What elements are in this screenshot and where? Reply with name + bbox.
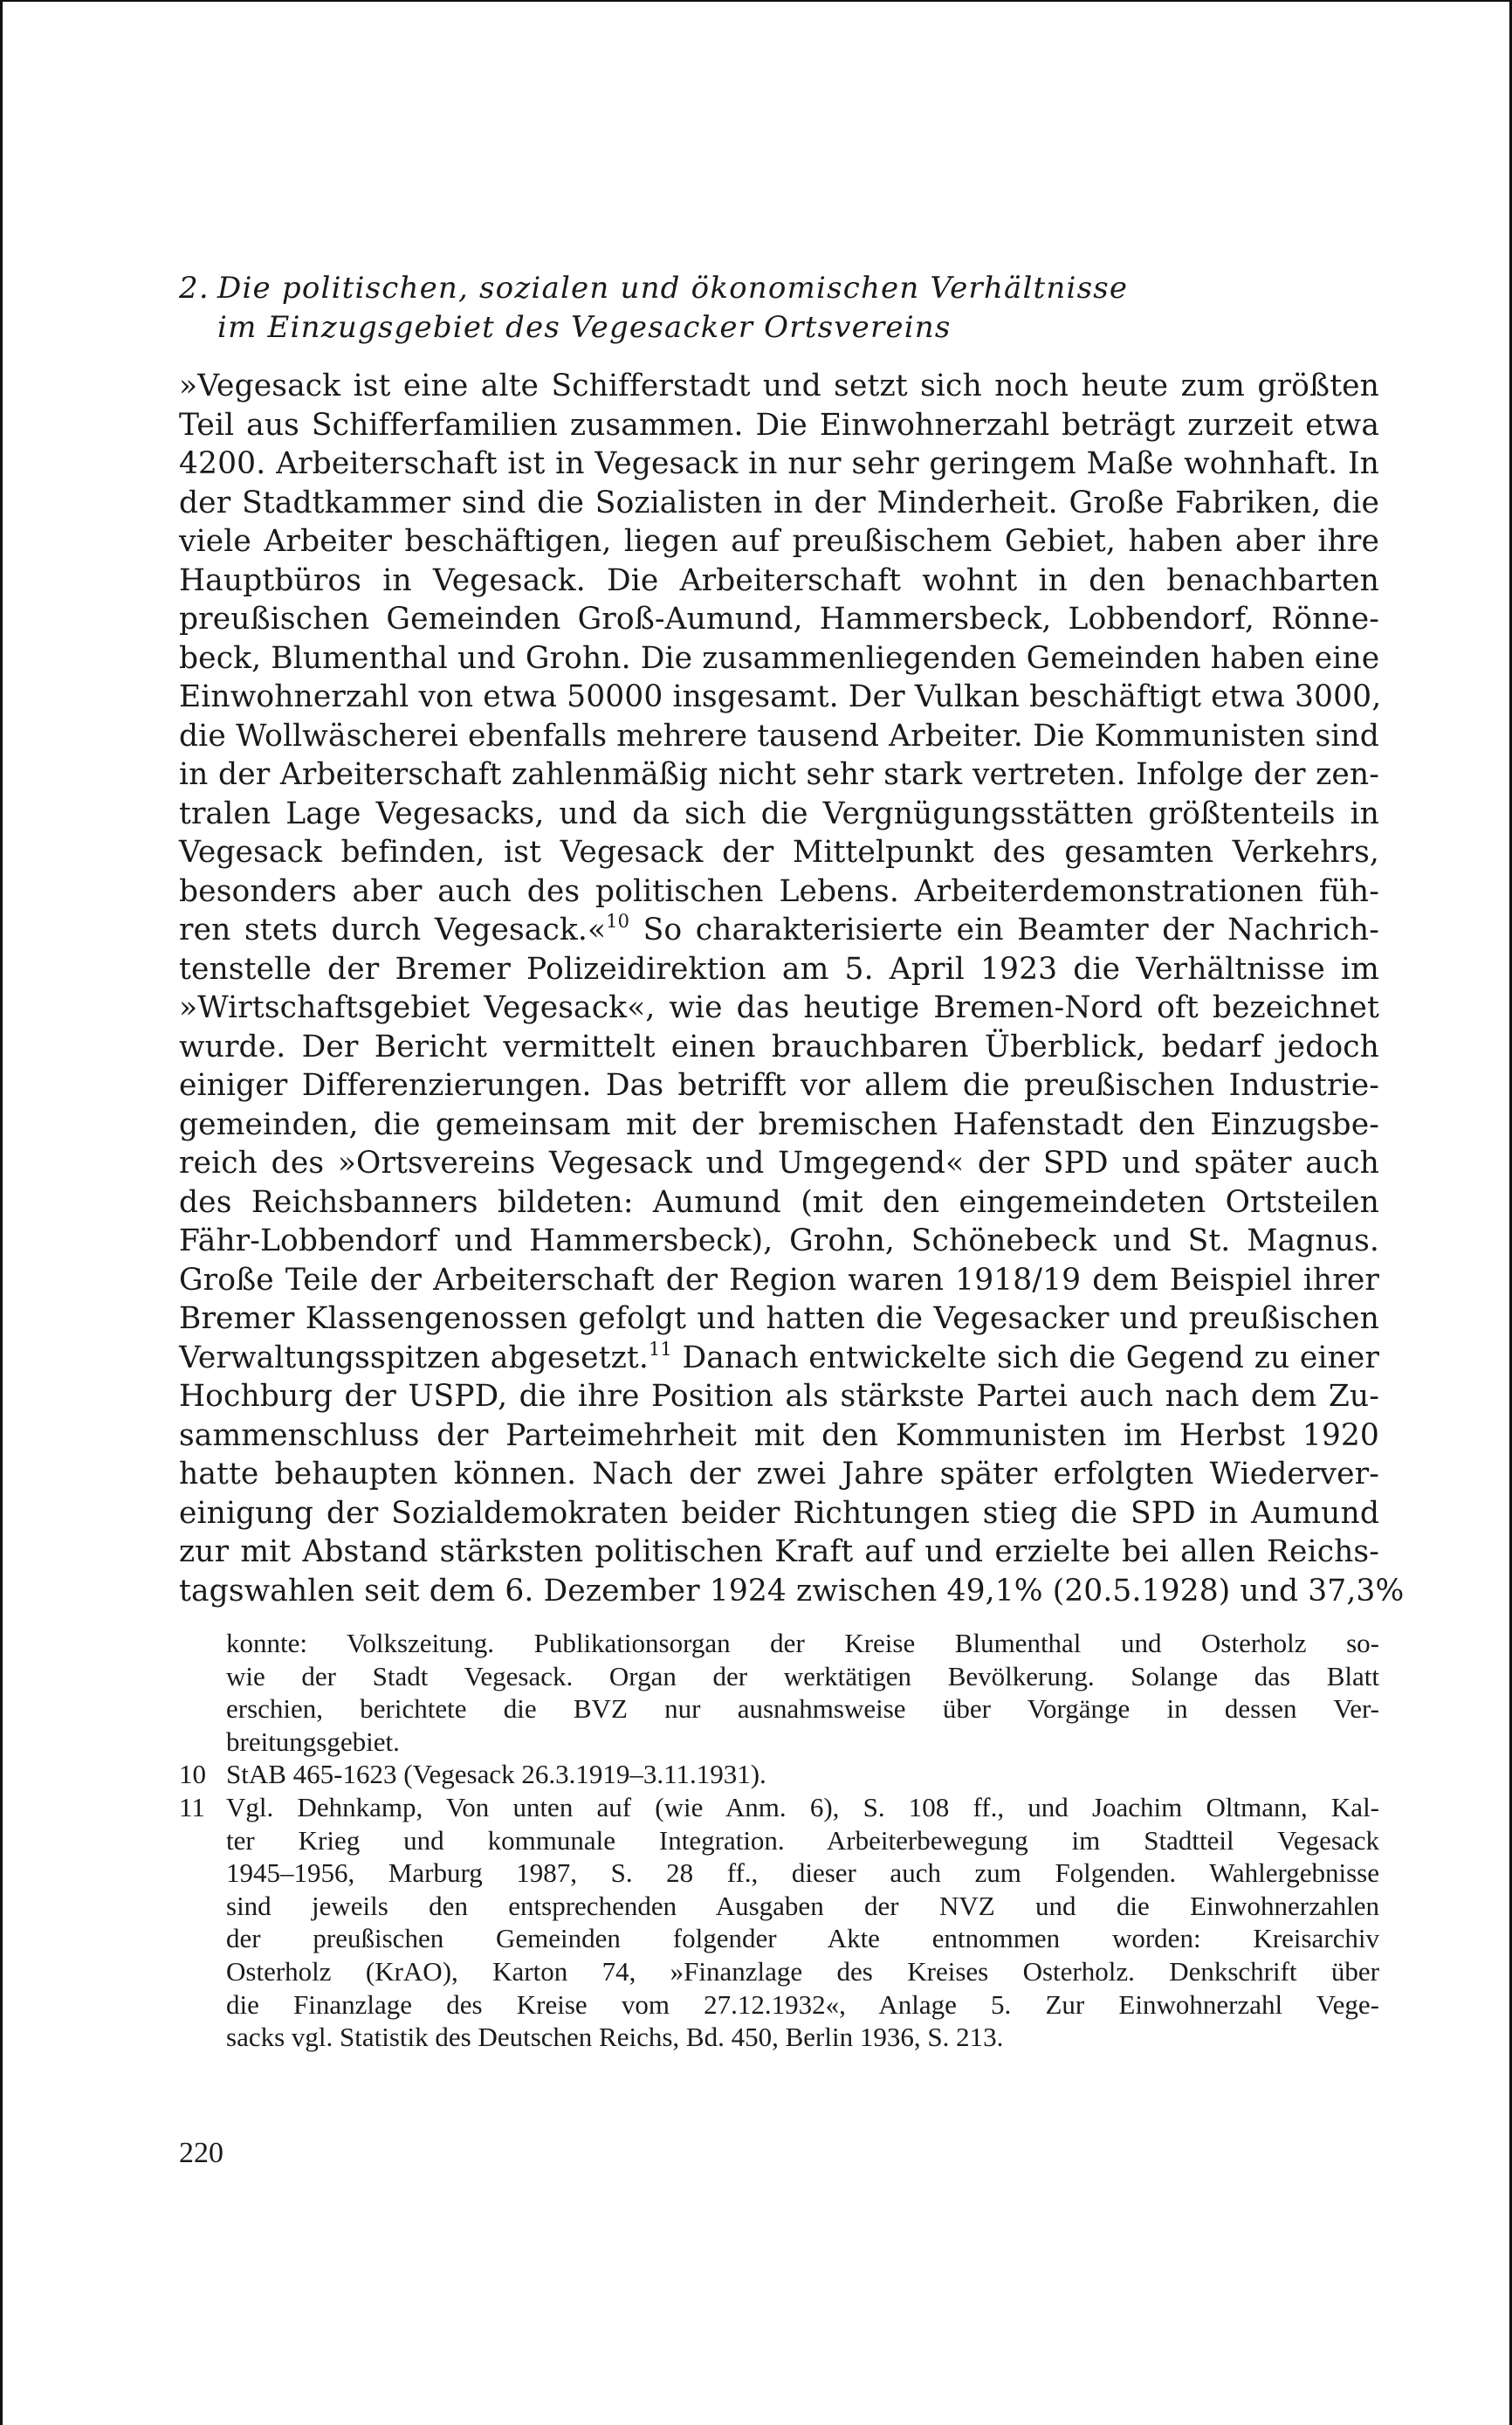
body-line: Vegesack befinden, ist Vegesack der Mittelpunkt des gesamten Verkehrs, xyxy=(179,835,1379,870)
body-line: hatte behaupten können. Nach der zwei Jahre später erfolgten Wiederver- xyxy=(179,1457,1379,1492)
body-line: Fähr-Lobbendorf und Hammersbeck), Grohn, Schönebeck und St. Magnus. xyxy=(179,1223,1379,1258)
body-line: Teil aus Schifferfamilien zusammen. Die Einwohnerzahl beträgt zurzeit etwa xyxy=(179,407,1379,443)
body-line: tenstelle der Bremer Polizeidirektion am 5. April 1923 die Verhältnisse im xyxy=(179,951,1379,987)
footnote-11-line: sacks vgl. Statistik des Deutschen Reichs, Bd. 450, Berlin 1936, S. 213. xyxy=(226,2022,1004,2053)
page-edge-left xyxy=(0,0,3,2425)
body-line: beck, Blumenthal und Grohn. Die zusammenliegenden Gemeinden haben eine xyxy=(179,640,1380,676)
footnote-number-11: 11 xyxy=(179,1791,205,1822)
body-line: in der Arbeiterschaft zahlenmäßig nicht sehr stark vertreten. Infolge der zen- xyxy=(179,757,1379,792)
footnote-11-line: ter Krieg und kommunale Integration. Arbeiterbewegung im Stadtteil Vegesack xyxy=(226,1824,1379,1856)
body-line-segment: ren stets durch Vegesack.« xyxy=(179,913,607,947)
body-line: »Wirtschaftsgebiet Vegesack«, wie das heutige Bremen-Nord oft bezeichnet xyxy=(179,990,1379,1025)
footnote-11-line: 1945–1956, Marburg 1987, S. 28 ff., dieser auch zum Folgenden. Wahlergebnisse xyxy=(226,1857,1379,1889)
section-number: 2. xyxy=(179,271,210,306)
body-line: einiger Differenzierungen. Das betrifft vor allem die preußischen Industrie- xyxy=(179,1068,1379,1103)
body-line: viele Arbeiter beschäftigen, liegen auf preußischem Gebiet, haben aber ihre xyxy=(179,524,1379,559)
body-line: Bremer Klassengenossen gefolgt und hatten die Vegesacker und preußischen xyxy=(179,1301,1379,1336)
footnote-11-line: Osterholz (KrAO), Karton 74, »Finanzlage des Kreises Osterholz. Denkschrift über xyxy=(226,1955,1379,1987)
footnote-11-line: Vgl. Dehnkamp, Von unten auf (wie Anm. 6), S. 108 ff., und Joachim Oltmann, Kal- xyxy=(226,1791,1379,1822)
body-line: wurde. Der Bericht vermittelt einen brauchbaren Überblick, bedarf jedoch xyxy=(179,1029,1379,1064)
page-number: 220 xyxy=(179,2137,223,2169)
body-line-segment: Danach entwickelte sich die Gegend zu einer xyxy=(671,1340,1379,1375)
page-edge-top xyxy=(0,0,1512,2)
footnote-continuation-line: erschien, berichtete die BVZ nur ausnahmsweise über Vorgänge in dessen Ver- xyxy=(226,1693,1379,1725)
footnotes xyxy=(179,1627,1379,2054)
body-line: die Wollwäscherei ebenfalls mehrere tausend Arbeiter. Die Kommunisten sind xyxy=(179,718,1379,754)
footnote-ref-10[interactable]: 10 xyxy=(606,911,630,932)
body-line-with-footnote-11 xyxy=(179,1339,1379,1378)
body-line-segment: So charakterisierte ein Beamter der Nachrich- xyxy=(629,913,1379,947)
section-heading-line-1: Die politischen, sozialen und ökonomischen Verhältnisse xyxy=(217,271,1129,306)
footnote-continuation-line: konnte: Volkszeitung. Publikationsorgan der Kreise Blumenthal und Osterholz so- xyxy=(226,1628,1379,1658)
section-heading xyxy=(179,269,1375,348)
body-line: »Vegesack ist eine alte Schifferstadt und setzt sich noch heute zum größten xyxy=(179,369,1379,403)
body-line-segment: Verwaltungsspitzen abgesetzt. xyxy=(179,1340,649,1375)
body-line: einigung der Sozialdemokraten beider Richtungen stieg die SPD in Aumund xyxy=(179,1495,1379,1531)
body-line: der Stadtkammer sind die Sozialisten in der Minderheit. Große Fabriken, die xyxy=(179,485,1379,520)
body-line: zur mit Abstand stärksten politischen Kraft auf und erzielte bei allen Reichs- xyxy=(179,1534,1379,1569)
footnote-11-line: sind jeweils den entsprechenden Ausgaben der NVZ und die Einwohnerzahlen xyxy=(226,1890,1379,1921)
body-line: gemeinden, die gemeinsam mit der bremischen Hafenstadt den Einzugsbe- xyxy=(179,1106,1379,1142)
body-line: sammenschluss der Parteimehrheit mit den Kommunisten im Herbst 1920 xyxy=(179,1417,1379,1453)
footnote-10-text: StAB 465-1623 (Vegesack 26.3.1919–3.11.1931). xyxy=(226,1759,766,1790)
footnote-ref-11[interactable]: 11 xyxy=(648,1338,672,1360)
body-line: besonders aber auch des politischen Lebens. Arbeiterdemonstrationen füh- xyxy=(179,873,1379,909)
footnote-continuation-line: wie der Stadt Vegesack. Organ der werktätigen Bevölkerung. Solange das Blatt xyxy=(226,1660,1379,1691)
body-line: Einwohnerzahl von etwa 50000 insgesamt. Der Vulkan beschäftigt etwa 3000, xyxy=(179,679,1382,714)
body-line: des Reichsbanners bildeten: Aumund (mit den eingemeindeten Ortsteilen xyxy=(179,1184,1379,1220)
footnote-11 xyxy=(179,1791,1379,1824)
footnote-11-line: die Finanzlage des Kreise vom 27.12.1932«, Anlage 5. Zur Einwohnerzahl Vege- xyxy=(226,1988,1379,2020)
body-line: 4200. Arbeiterschaft ist in Vegesack in nur sehr geringem Maße wohnhaft. In xyxy=(179,446,1379,481)
footnote-number-10: 10 xyxy=(179,1759,206,1790)
body-text xyxy=(179,367,1405,1610)
section-heading-line-2: im Einzugsgebiet des Vegesacker Ortsvereins xyxy=(217,310,952,345)
body-line: preußischen Gemeinden Groß-Aumund, Hammersbeck, Lobbendorf, Rönne- xyxy=(179,602,1379,637)
body-line: Hauptbüros in Vegesack. Die Arbeiterschaft wohnt in den benachbarten xyxy=(179,562,1379,598)
body-line: Hochburg der USPD, die ihre Position als stärkste Partei auch nach dem Zu- xyxy=(179,1379,1379,1414)
body-line: Große Teile der Arbeiterschaft der Region waren 1918/19 dem Beispiel ihrer xyxy=(179,1262,1379,1298)
footnote-11-line: der preußischen Gemeinden folgender Akte entnommen worden: Kreisarchiv xyxy=(226,1923,1379,1954)
body-line: tagswahlen seit dem 6. Dezember 1924 zwischen 49,1% (20.5.1928) und 37,3% xyxy=(179,1573,1405,1609)
body-line: reich des »Ortsvereins Vegesack und Umgegend« der SPD und später auch xyxy=(179,1146,1379,1181)
footnote-continuation-line: breitungsgebiet. xyxy=(226,1726,400,1757)
body-line-with-footnote-10 xyxy=(179,911,1379,950)
footnote-10 xyxy=(179,1758,1379,1791)
body-line: tralen Lage Vegesacks, und da sich die Vergnügungsstätten größtenteils in xyxy=(179,796,1379,831)
